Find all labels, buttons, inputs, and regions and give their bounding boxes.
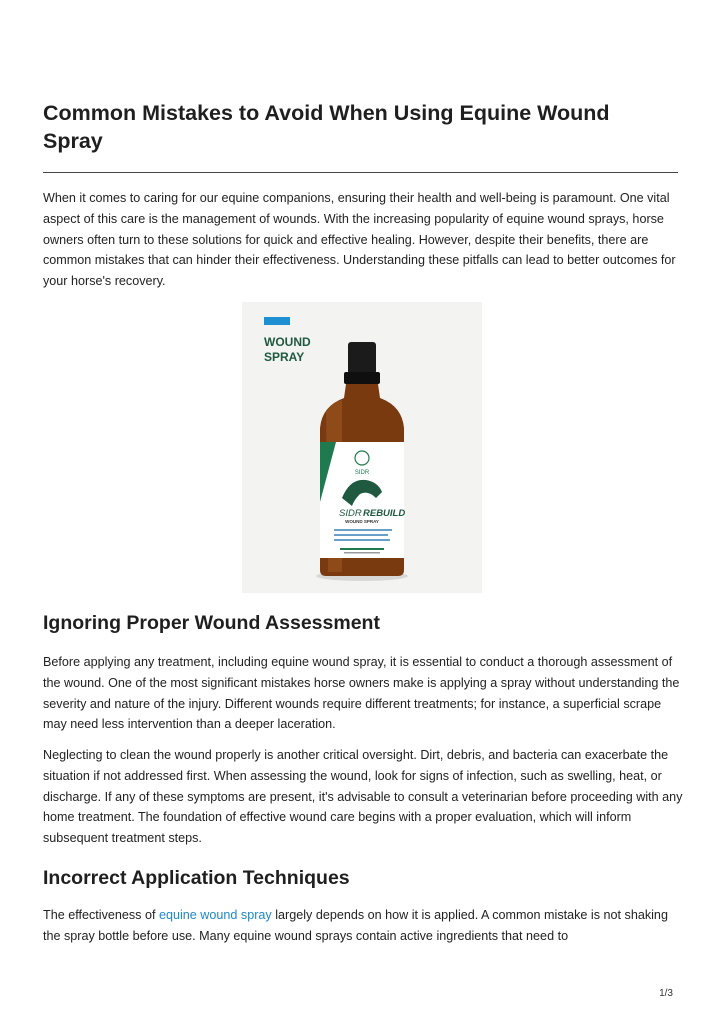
- section-heading-assessment: Ignoring Proper Wound Assessment: [43, 612, 380, 634]
- assessment-paragraph-1: Before applying any treatment, including equine wound spray, it is essential to conduct a thorough assessment of the wound. One of the most significant mistakes horse owners make is applying a spray without understanding the severity and nature of the injury. Different wounds require different treatments; for instance, a superficial scrape may need less intervention than a deeper laceration.: [43, 655, 680, 732]
- equine-wound-spray-link[interactable]: equine wound spray: [158, 908, 272, 922]
- tag-line-1: WOUND: [264, 335, 311, 349]
- title-divider: [43, 172, 678, 173]
- wound-spray-bottle-image: [242, 302, 482, 593]
- spray-nozzle: [348, 342, 376, 374]
- product-image: [242, 302, 482, 593]
- accent-bar: [264, 317, 290, 325]
- brand-name: SIDR: [339, 508, 362, 519]
- product-name: REBUILD: [363, 508, 406, 519]
- page-number: 1/3: [659, 988, 673, 999]
- intro-paragraph: When it comes to caring for our equine companions, ensuring their health and well-being is paramount. One vital aspect of this care is the management of wounds. With the increasing popularity of equine wound sprays, horse owners often turn to these solutions for quick and effective healing. However, despite their benefits, there are common mistakes that can hinder their effectiveness. Understanding these pitfalls can lead to better outcomes for your horse's recovery.: [43, 191, 676, 289]
- text-before-link: The effectiveness of: [43, 908, 159, 922]
- tag-line-2: SPRAY: [264, 350, 305, 364]
- assessment-paragraph-2: Neglecting to clean the wound properly is another critical oversight. Dirt, debris, and bacteria can exacerbate the situation if not addressed first. When assessing the wound, look for signs of infection, such as swelling, heat, or discharge. If any of these symptoms are present, it's advisable to consult a veterinarian before proceeding with any home treatment. The foundation of effective wound care begins with a proper evaluation, which will inform subsequent treatment steps.: [43, 748, 683, 846]
- brand-small: SIDR: [354, 470, 370, 476]
- label-subtitle: WOUND SPRAY: [345, 519, 379, 524]
- article-title: Common Mistakes to Avoid When Using Equine Wound Spray: [43, 101, 610, 153]
- text-after-link: largely depends on how it is applied. A common mistake is not shaking the spray bottle before use. Many equine wound sprays contain active ingredients that need to: [43, 908, 668, 943]
- section-heading-application: Incorrect Application Techniques: [43, 867, 350, 889]
- bottle-collar: [344, 372, 380, 384]
- application-paragraph-1: [43, 905, 683, 947]
